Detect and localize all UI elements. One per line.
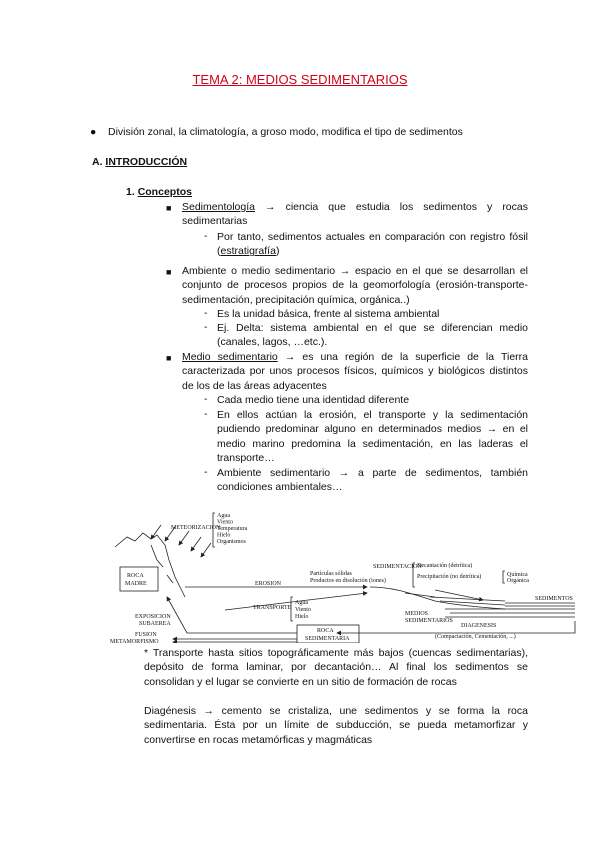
page-title: TEMA 2: MEDIOS SEDIMENTARIOS xyxy=(192,72,408,87)
detail-text: Ej. Delta: sistema ambiental en el que se diferencian medio (canales, lagos, …etc.). xyxy=(217,322,528,349)
label-diagenesis: DIAGENESIS xyxy=(461,623,497,629)
label-quimica: Química xyxy=(507,572,528,578)
footnote-transporte: * Transporte hasta sitios topográficamente más bajos (cuencas sedimentarias), depósito de forma laminar, por decantación… Al final los sedimentos se consolidan y el lugar se convierte en un sitio de formación de rocas xyxy=(144,647,528,688)
label-roca: ROCA xyxy=(127,573,144,579)
label-fusion: FUSION xyxy=(135,632,157,638)
estratigrafia-link: estratigrafía xyxy=(220,245,276,258)
intro-bullet-text: División zonal, la climatología, a groso modo, modifica el tipo de sedimentos xyxy=(108,126,463,138)
subsection-number: 1. xyxy=(126,186,135,198)
agent-label: Hielo xyxy=(217,532,231,539)
agent-label: Temperatura xyxy=(217,526,248,532)
transport-agent: Viento xyxy=(295,607,311,613)
term-sedimentologia: Sedimentología xyxy=(182,201,255,213)
detail-text xyxy=(217,230,528,259)
label-metamorfismo: METAMORFISMO xyxy=(110,639,159,643)
detail-text: Es la unidad básica, frente al sistema ambiental xyxy=(217,308,440,320)
label-sedimentos: SEDIMENTOS xyxy=(535,596,573,602)
label-sedimentacion: SEDIMENTACION xyxy=(373,564,422,570)
concept-medio xyxy=(182,350,528,393)
label-diagenesis-note: (Compactación, Cementación, ...) xyxy=(435,634,516,640)
label-sedimentarios: SEDIMENTARIOS xyxy=(405,618,453,624)
label-madre: MADRE xyxy=(125,581,147,587)
detail-text: Cada medio tiene una identidad diferente xyxy=(217,394,410,406)
section-name: INTRODUCCIÓN xyxy=(105,156,188,168)
label-sedimentaria: SEDIMENTARIA xyxy=(305,636,350,642)
square-bullet-icon: ■ xyxy=(166,267,172,277)
detail-part: Por tanto, sedimentos actuales en comparación con registro fósil ( xyxy=(217,231,528,258)
dash-bullet: - xyxy=(204,307,208,319)
term-medio-sedimentario: Medio sedimentario xyxy=(182,351,278,363)
label-precipitacion: Precipitación (no detrítica) xyxy=(417,574,482,580)
footnote-diagenesis: Diagénesis → cemento se cristaliza, une sedimentos y se forma la roca sedimentaria. Ésta por un límite de subducción, se pueda metamorfizar y convertirse en rocas metamórficas y magmáticas xyxy=(144,705,528,746)
transport-agent: Agua xyxy=(295,600,308,606)
dash-bullet: - xyxy=(204,408,208,420)
detail-part: ) xyxy=(275,245,280,258)
dash-bullet: - xyxy=(204,230,208,242)
section-heading xyxy=(92,156,187,168)
label-meteorizacion: METEORIZACION xyxy=(171,525,221,531)
concept-sedimentologia xyxy=(182,200,528,229)
section-letter: A. xyxy=(92,156,103,168)
label-medios: MEDIOS xyxy=(405,611,429,617)
dash-bullet: - xyxy=(204,321,208,333)
transport-agent: Hielo xyxy=(295,614,309,620)
label-disolucion: Productos en disolución (iones) xyxy=(310,578,386,584)
agent-label: Organismos xyxy=(217,539,246,545)
subsection-heading xyxy=(126,186,192,198)
detail-text: En ellos actúan la erosión, el transporte y la sedimentación pudiendo predominar alguno en determinados medios → en el medio marino predomina la sedimentación, en las laderas el transporte… xyxy=(217,409,528,464)
sedimentary-cycle-diagram xyxy=(105,505,600,643)
concept-text: → es una región de la superficie de la Tierra caracterizada por unos procesos físicos, químicos y biológicos distintos de los de las áreas adyacentes xyxy=(182,351,528,392)
agent-label: Agua xyxy=(217,513,230,519)
concept-text: → ciencia que estudia los sedimentos y rocas sedimentarias xyxy=(182,201,528,228)
mountain-outline xyxy=(115,533,185,597)
dash-bullet: - xyxy=(204,393,208,405)
bullet-dot-icon: ● xyxy=(90,126,97,138)
label-erosion: EROSION xyxy=(255,581,282,587)
label-subaerea: SUBAEREA xyxy=(139,621,171,627)
detail-text: Ambiente sedimentario → a parte de sedimentos, también condiciones ambientales… xyxy=(217,467,528,494)
dash-bullet: - xyxy=(204,466,208,478)
subsection-name: Conceptos xyxy=(137,186,192,198)
label-transporte: TRANSPORTE xyxy=(253,605,292,611)
label-organica: Orgánica xyxy=(507,578,529,584)
square-bullet-icon: ■ xyxy=(166,203,172,213)
label-roca-sed: ROCA xyxy=(317,628,334,634)
square-bullet-icon: ■ xyxy=(166,353,172,363)
label-particulas: Partículas sólidas xyxy=(310,571,352,577)
concept-ambiente: Ambiente o medio sedimentario → espacio en el que se desarrollan el conjunto de procesos propios de la geomorfología (erosión-transporte-sedimentación, precipitación química, orgánica..) xyxy=(182,265,528,306)
label-exposicion: EXPOSICION xyxy=(135,614,171,620)
label-decantacion: Decantación (detrítica) xyxy=(417,563,473,569)
agent-label: Viento xyxy=(217,519,233,526)
